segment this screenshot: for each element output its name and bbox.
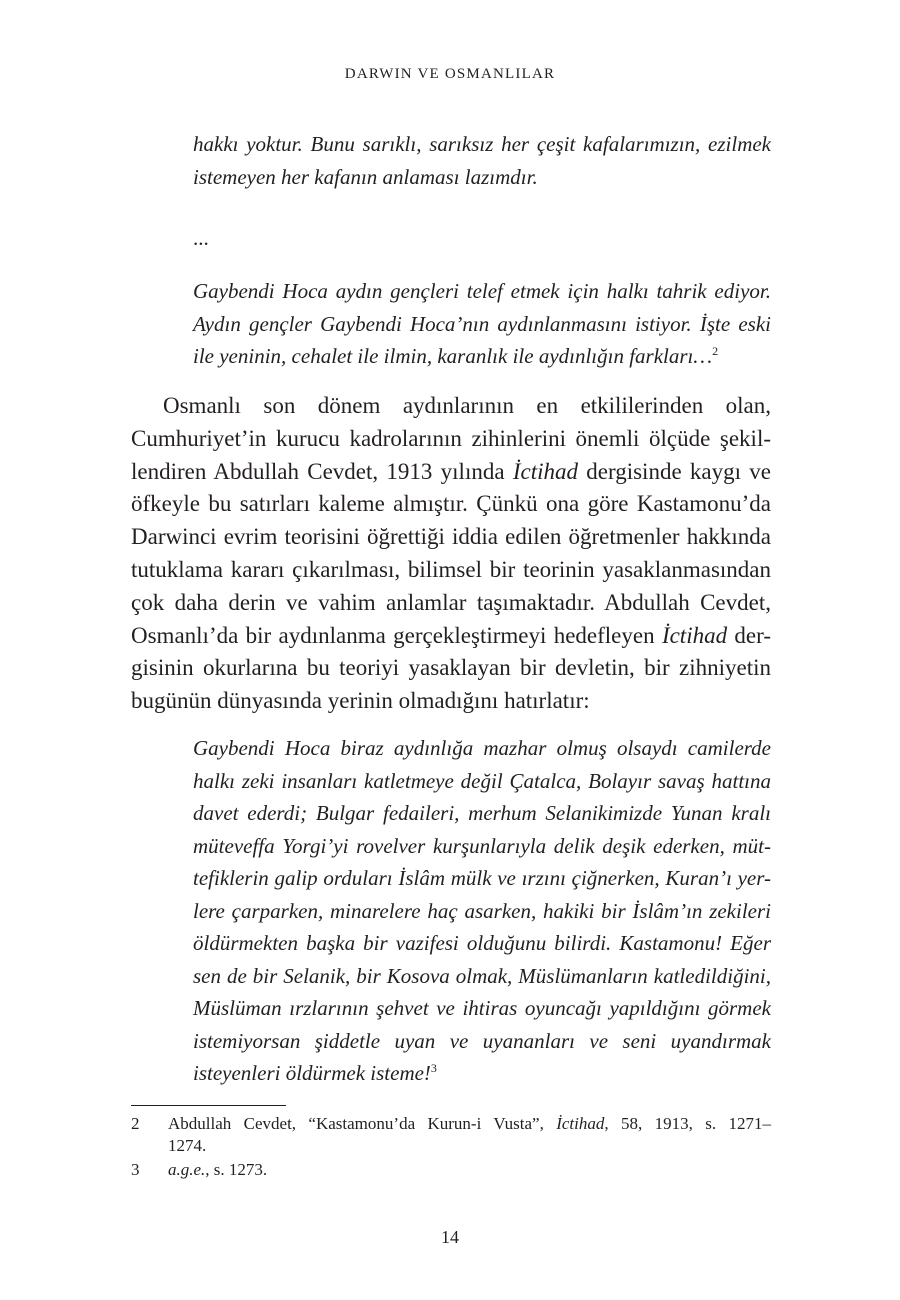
quote-line: ile yeninin, cehalet ile ilmin, karanlık ile aydınlığın farkları…$^2$ [193, 344, 719, 368]
quote-line: halkı zeki insanları katletmeye değil Çatalca, Bolayır savaş hattına [193, 768, 771, 793]
journal-title: İctihad [556, 1114, 605, 1133]
paragraph-line: Darwinci evrim teorisini öğrettiği iddia edilen öğretmenler hakkında [131, 524, 771, 550]
footnote-3 [131, 1159, 771, 1181]
ellipsis: ... [193, 226, 209, 250]
quote-line: tefiklerin galip orduları İslâm mülk ve ırzını çiğnerken, Kuran’ı yer- [193, 866, 771, 890]
quote-line: Aydın gençler Gaybendi Hoca’nın aydınlanmasını istiyor. İşte eski [193, 311, 771, 336]
footnote-divider [131, 1105, 286, 1106]
footnote-ref-2[interactable]: 2 [712, 344, 719, 358]
abbreviation: a.g.e. [168, 1160, 206, 1179]
running-header: DARWIN VE OSMANLILAR [344, 66, 556, 82]
quote-line: istemeyen her kafanın anlaması lazımdır. [193, 164, 538, 189]
paragraph-line: lendiren Abdullah Cevdet, 1913 yılında İctihad dergisinde kaygı ve [131, 458, 771, 484]
page-number: 14 [441, 1227, 459, 1247]
body-paragraph [131, 390, 771, 718]
footnote-number: 3 [131, 1160, 140, 1179]
paragraph-line: tutuklama kararı çıkarılması, bilimsel bir teorinin yasaklanmasından [131, 556, 771, 582]
journal-title: İctihad [512, 458, 578, 484]
block-quote-1 [193, 128, 771, 193]
quote-line: isteyenleri öldürmek isteme!$^3$ [193, 1061, 437, 1085]
paragraph-line: Cumhuriyet’in kurucu kadrolarının zihinlerini önemli ölçüde şekil- [131, 425, 771, 451]
paragraph-line: bugünün dünyasında yerinin olmadığını hatırlatır: [131, 688, 590, 714]
quote-line: öldürmekten başka bir vazifesi olduğunu bilirdi. Kastamonu! Eğer [193, 931, 771, 955]
quote-line: hakkı yoktur. Bunu sarıklı, sarıksız her çeşit kafalarımızın, ezilmek [193, 132, 771, 156]
quote-line: sen de bir Selanik, bir Kosova olmak, Müslümanların katledildiğini, [193, 963, 771, 988]
quote-line: lere çarparken, minarelere haç asarken, hakiki bir İslâm’ın zekileri [193, 898, 771, 923]
paragraph-line: öfkeyle bu satırları kaleme almıştır. Çünkü ona göre Kastamonu’da [131, 491, 771, 517]
quote-line: Gaybendi Hoca aydın gençleri telef etmek için halkı tahrik ediyor. [193, 279, 771, 303]
paragraph-line: gisinin okurlarına bu teoriyi yasaklayan bir devletin, bir zihniyetin [131, 655, 771, 681]
quote-line: istemiyorsan şiddetle uyan ve uyananları ve seni uyandırmak [193, 1028, 771, 1053]
footnote-number: 2 [131, 1114, 140, 1133]
footnote-2 [131, 1113, 771, 1157]
quote-line: Gaybendi Hoca biraz aydınlığa mazhar olmuş olsaydı camilerde [193, 736, 771, 760]
paragraph-line: Osmanlı son dönem aydınlarının en etkililerinden olan, [163, 393, 771, 418]
footnote-text: Abdullah Cevdet, “Kastamonu’da Kurun-i Vusta”, İctihad, 58, 1913, s. 1271– 1274. [168, 1114, 771, 1155]
footnote-ref-3[interactable]: 3 [430, 1061, 437, 1075]
paragraph-line: çok daha derin ve vahim anlamlar taşımaktadır. Abdullah Cevdet, [131, 589, 771, 615]
block-quote-3 [193, 732, 771, 1090]
quote-line: müteveffa Yorgi’yi rovelver kurşunlarıyla delik deşik ederken, müt- [193, 833, 771, 858]
quote-line: davet ederdi; Bulgar fedaileri, merhum Selanikimizde Yunan kralı [193, 801, 771, 825]
block-quote-2 [193, 275, 771, 373]
journal-title: İctihad [661, 622, 728, 648]
quote-line: Müslüman ırzlarının şehvet ve ihtiras oyuncağı yapıldığını görmek [193, 996, 771, 1020]
paragraph-line: Osmanlı’da bir aydınlanma gerçekleştirmeyi hedefleyen İctihad der- [131, 622, 771, 648]
footnote-text: a.g.e., s. 1273. [168, 1160, 268, 1179]
